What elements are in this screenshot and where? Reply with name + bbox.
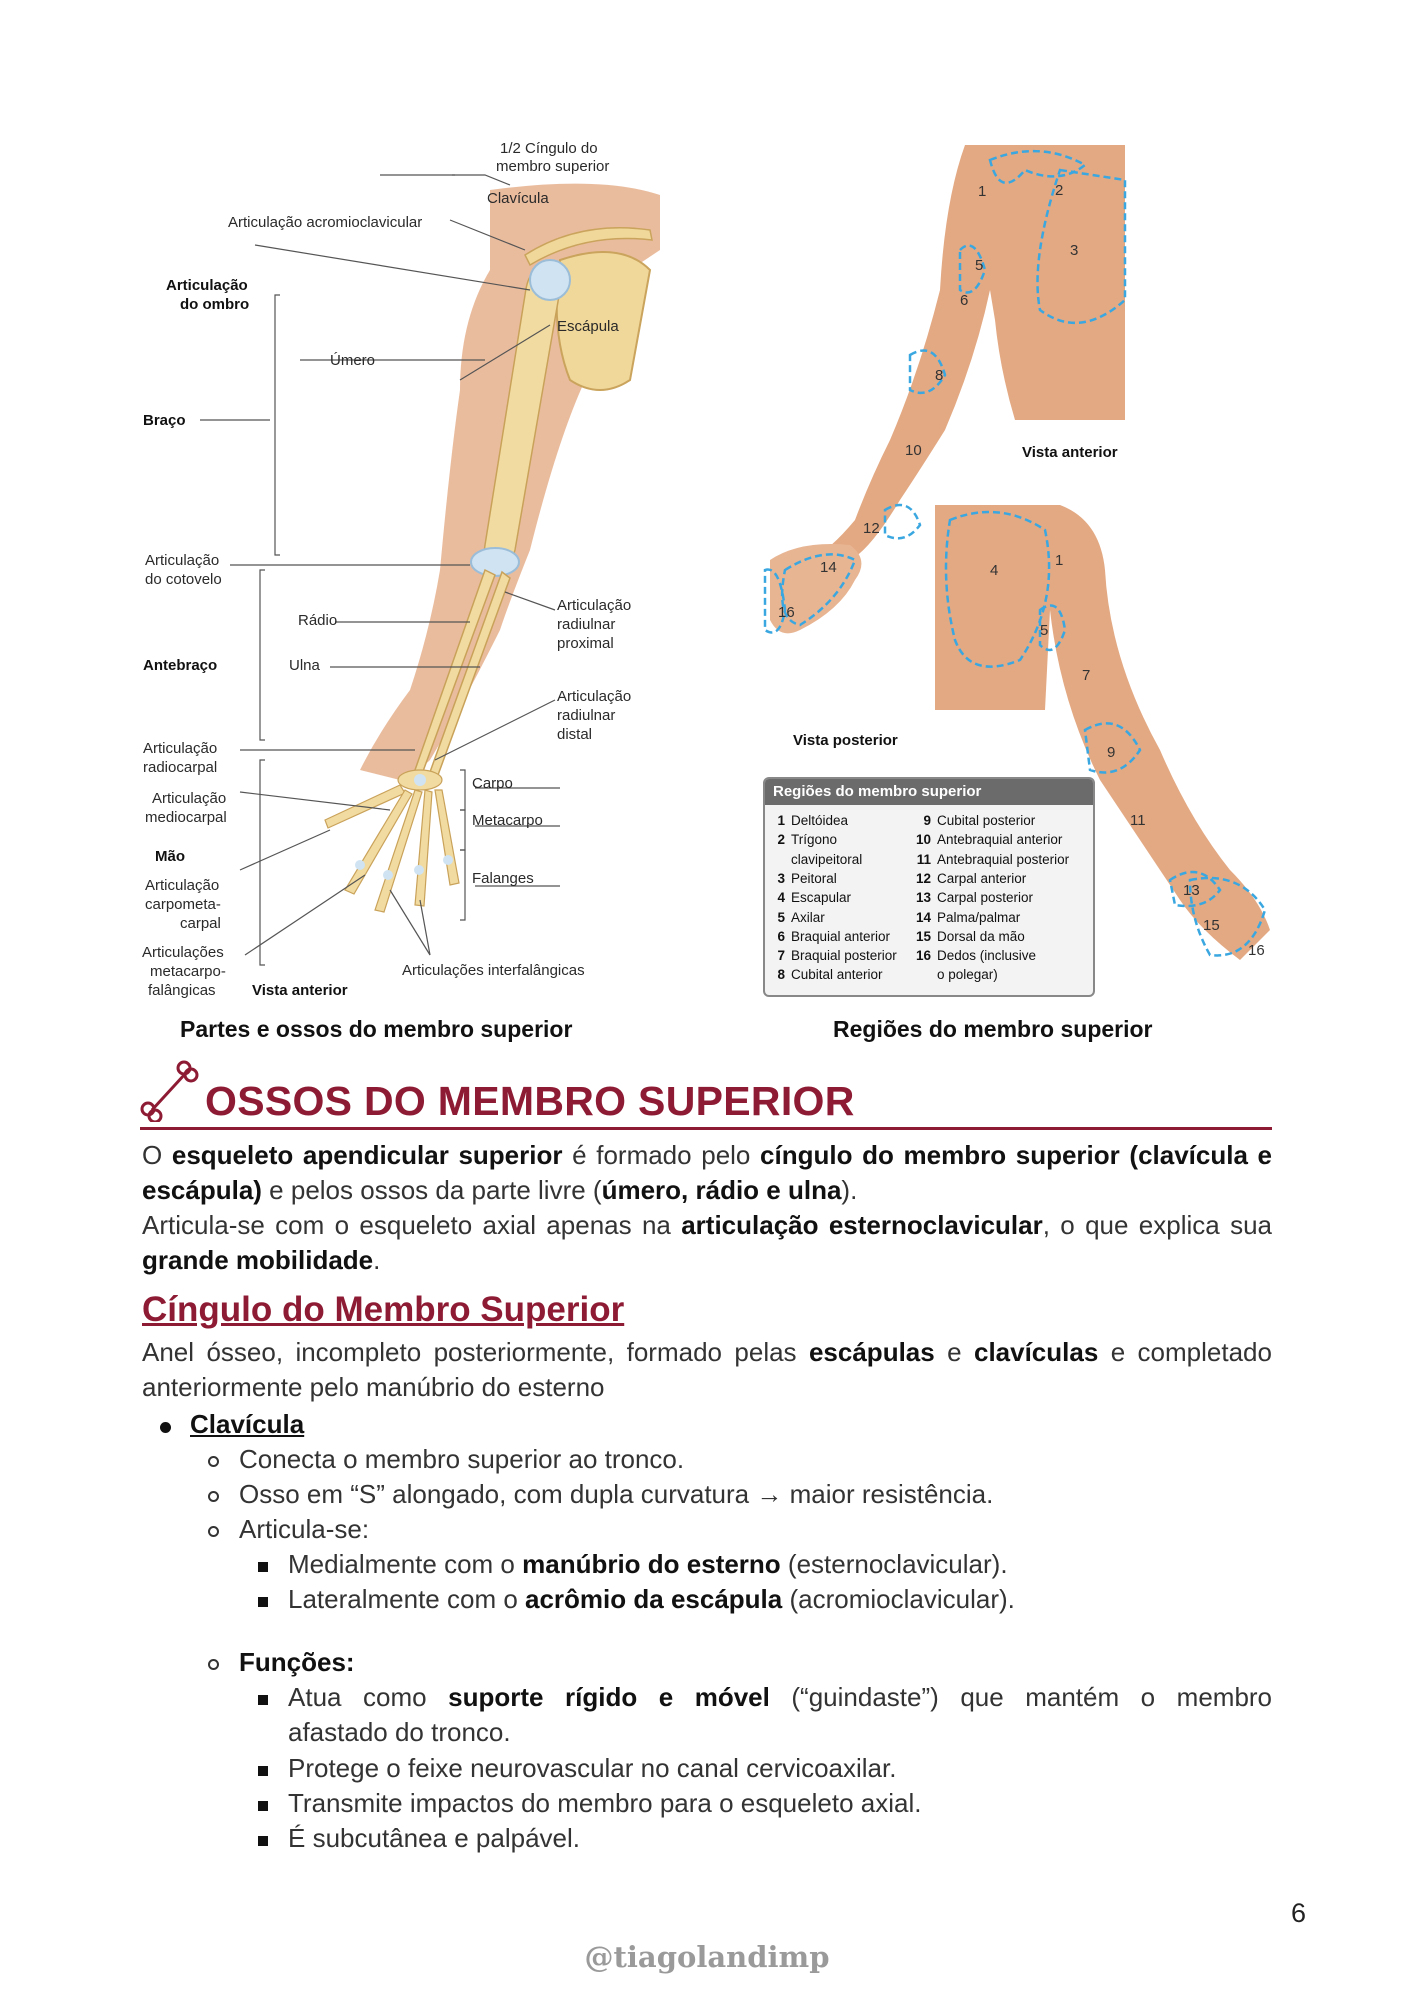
region-number: 12 xyxy=(915,870,931,886)
list-item-articula: Articula-se: xyxy=(239,1514,370,1544)
region-number: 3 xyxy=(777,870,785,886)
label-escapula: Escápula xyxy=(557,318,619,335)
region-name: Palma/palmar xyxy=(937,909,1021,925)
caption-right: Regiões do membro superior xyxy=(833,1016,1153,1042)
label-interfalangicas: Articulações interfalângicas xyxy=(402,962,585,979)
region-name: Antebraquial posterior xyxy=(937,851,1070,867)
region-name: Cubital posterior xyxy=(937,813,1036,828)
region-name: Antebraquial anterior xyxy=(937,832,1063,848)
svg-text:16: 16 xyxy=(1248,942,1265,959)
paragraph-3: Anel ósseo, incompleto posteriormente, formado pelas escápulas e clavículas e completado anteriormente pelo manúbrio do esterno xyxy=(142,1337,1272,1402)
svg-text:10: 10 xyxy=(905,442,922,459)
svg-text:5: 5 xyxy=(1040,622,1049,639)
label-ombro-1: Articulação xyxy=(166,277,248,294)
label-radiulnar-dist-1: Articulação xyxy=(557,688,632,705)
bullet-circle xyxy=(208,1659,219,1670)
regions-table xyxy=(763,777,1095,997)
label-cmc-1: Articulação xyxy=(145,877,220,894)
label-vista-anterior-left: Vista anterior xyxy=(252,982,348,999)
region-number: 9 xyxy=(923,813,931,828)
label-half-girdle: 1/2 Cíngulo do xyxy=(500,140,598,157)
region-name: Escapular xyxy=(791,890,852,906)
label-acromioclavicular: Articulação acromioclavicular xyxy=(228,214,423,231)
region-number: 4 xyxy=(777,890,785,906)
region-name: Braquial anterior xyxy=(791,928,891,944)
region-number: 6 xyxy=(777,928,785,944)
label-antebraco: Antebraço xyxy=(143,657,218,674)
svg-text:15: 15 xyxy=(1203,917,1220,934)
regions-table-row xyxy=(915,813,1035,828)
label-umero: Úmero xyxy=(330,352,376,369)
label-radiulnar-dist-2: radiulnar xyxy=(557,707,616,724)
regions-table-row xyxy=(769,910,825,925)
bone-icon xyxy=(140,1060,200,1122)
regions-table-row xyxy=(769,929,890,944)
label-mcf-2: metacarpo- xyxy=(150,963,226,980)
regions-table-row xyxy=(915,890,1033,905)
svg-text:4: 4 xyxy=(990,562,999,579)
region-name: Carpal anterior xyxy=(937,870,1027,886)
label-radiocarpal-2: radiocarpal xyxy=(143,759,218,776)
subsection-title: Cíngulo do Membro Superior xyxy=(142,1290,625,1329)
regions-table-title: Regiões do membro superior xyxy=(765,779,1093,805)
region-number: 1 xyxy=(777,813,785,828)
regions-table-row xyxy=(769,871,837,886)
region-name: Cubital anterior xyxy=(791,967,883,983)
footer-handle: @tiagolandimp xyxy=(584,1940,830,1974)
svg-text:1: 1 xyxy=(978,183,987,200)
label-clavicula: Clavícula xyxy=(487,190,549,207)
region-name: Axilar xyxy=(791,909,825,925)
region-number: 5 xyxy=(777,909,785,925)
svg-text:11: 11 xyxy=(1130,812,1146,829)
svg-text:9: 9 xyxy=(1107,744,1116,761)
svg-text:8: 8 xyxy=(935,367,944,384)
bullet-square xyxy=(258,1801,268,1811)
label-ulna: Ulna xyxy=(289,657,320,674)
label-cmc-3: carpal xyxy=(180,915,221,932)
region-name: o polegar) xyxy=(937,967,998,983)
label-radiocarpal-1: Articulação xyxy=(143,740,218,757)
label-mcf-1: Articulações xyxy=(142,944,224,961)
region-name: Deltóidea xyxy=(791,813,849,828)
page-number: 6 xyxy=(1290,1898,1306,1928)
regions-table-row xyxy=(915,871,1026,886)
title-divider xyxy=(140,1127,1272,1130)
label-ombro-2: do ombro xyxy=(180,296,250,313)
regions-table-row xyxy=(915,832,1062,847)
region-number: 2 xyxy=(777,832,785,848)
svg-text:13: 13 xyxy=(1183,882,1200,899)
label-radiulnar-prox-3: proximal xyxy=(557,635,614,652)
bullet-square xyxy=(258,1695,268,1705)
list-item-funcoes: Funções: xyxy=(239,1647,355,1677)
region-number: 7 xyxy=(777,948,785,964)
svg-text:12: 12 xyxy=(863,520,880,537)
region-name: Dorsal da mão xyxy=(937,928,1025,944)
label-radiulnar-prox-2: radiulnar xyxy=(557,616,616,633)
label-radio: Rádio xyxy=(298,612,338,629)
region-name: Trígono xyxy=(791,832,838,848)
label-carpo: Carpo xyxy=(472,775,513,792)
caption-left: Partes e ossos do membro superior xyxy=(180,1016,573,1042)
label-mediocarpal-2: mediocarpal xyxy=(145,809,227,826)
svg-text:16: 16 xyxy=(778,604,795,621)
svg-text:2: 2 xyxy=(1055,182,1064,199)
label-cotovelo-2: do cotovelo xyxy=(145,571,222,588)
arm-skeleton-illustration xyxy=(130,130,770,1010)
region-name: Carpal posterior xyxy=(937,890,1034,906)
bullet-square xyxy=(258,1766,268,1776)
label-vista-anterior-right: Vista anterior xyxy=(1022,444,1118,461)
region-number: 13 xyxy=(915,890,931,906)
regions-table-row xyxy=(769,948,897,963)
label-mao: Mão xyxy=(155,848,185,865)
bullet-square xyxy=(258,1562,268,1572)
region-name: Dedos (inclusive xyxy=(937,948,1037,964)
list-item-funcao-3: Transmite impactos do membro para o esqueleto axial. xyxy=(288,1788,922,1818)
regions-table-row xyxy=(769,852,862,867)
svg-text:14: 14 xyxy=(820,559,837,576)
regions-table-row xyxy=(915,948,1036,963)
label-mediocarpal-1: Articulação xyxy=(152,790,227,807)
svg-text:3: 3 xyxy=(1070,242,1079,259)
list-item-clavicula: Clavícula xyxy=(190,1409,305,1439)
region-name: Braquial posterior xyxy=(791,948,897,964)
regions-table-row xyxy=(915,967,998,982)
bullet-square xyxy=(258,1836,268,1846)
bullet-square xyxy=(258,1597,268,1607)
region-name: clavipeitoral xyxy=(791,851,863,867)
label-cotovelo-1: Articulação xyxy=(145,552,220,569)
svg-text:1: 1 xyxy=(1055,552,1064,569)
label-cmc-2: carpometa- xyxy=(145,896,221,913)
label-metacarpo: Metacarpo xyxy=(472,812,543,829)
bullet-circle xyxy=(208,1526,219,1537)
bullet-circle xyxy=(208,1456,219,1467)
list-item-lateral: Lateralmente com o acrômio da escápula (acromioclavicular). xyxy=(288,1584,1015,1614)
label-vista-posterior: Vista posterior xyxy=(793,732,898,749)
label-mcf-3: falângicas xyxy=(148,982,216,999)
list-item-osso-s: Osso em “S” alongado, com dupla curvatura → maior resistência. xyxy=(239,1479,994,1509)
list-item-medial: Medialmente com o manúbrio do esterno (esternoclavicular). xyxy=(288,1549,1008,1579)
regions-table-row xyxy=(769,832,837,847)
paragraph-1: O esqueleto apendicular superior é formado pelo cíngulo do membro superior (clavícula e escápula) e pelos ossos da parte livre (úmero, rádio e ulna). xyxy=(142,1140,1273,1205)
regions-table-row xyxy=(915,929,1025,944)
label-radiulnar-prox-1: Articulação xyxy=(557,597,632,614)
regions-table-row xyxy=(769,967,883,982)
list-item-conecta: Conecta o membro superior ao tronco. xyxy=(239,1444,685,1474)
region-number: 14 xyxy=(915,909,931,925)
section-title: OSSOS DO MEMBRO SUPERIOR xyxy=(205,1078,855,1124)
regions-table-row xyxy=(769,813,848,828)
regions-table-row xyxy=(769,890,851,905)
list-item-funcao-4: É subcutânea e palpável. xyxy=(288,1823,580,1853)
region-number: 15 xyxy=(915,928,931,944)
paragraph-2: Articula-se com o esqueleto axial apenas na articulação esternoclavicular, o que explica sua grande mobilidade. xyxy=(142,1210,1272,1275)
region-number: 16 xyxy=(915,948,931,964)
label-half-girdle-2: membro superior xyxy=(496,158,610,175)
list-item-funcao-1: Atua como suporte rígido e móvel (“guindaste”) que mantém o membro xyxy=(288,1682,1273,1712)
bullet-circle xyxy=(208,1491,219,1502)
label-braco: Braço xyxy=(143,412,186,429)
region-number: 8 xyxy=(777,967,785,983)
label-radiulnar-dist-3: distal xyxy=(557,726,593,743)
region-number: 11 xyxy=(916,851,931,867)
svg-text:6: 6 xyxy=(960,292,969,309)
list-item-funcao-1-cont: afastado do tronco. xyxy=(288,1717,511,1747)
svg-text:5: 5 xyxy=(975,257,984,274)
region-name: Peitoral xyxy=(791,870,837,886)
label-falanges: Falanges xyxy=(472,870,534,887)
bullet-dot xyxy=(160,1422,171,1433)
svg-text:7: 7 xyxy=(1082,667,1091,684)
regions-table-row xyxy=(915,852,1069,867)
region-number: 10 xyxy=(915,832,931,848)
regions-table-row xyxy=(915,910,1020,925)
list-item-funcao-2: Protege o feixe neurovascular no canal cervicoaxilar. xyxy=(288,1753,897,1783)
